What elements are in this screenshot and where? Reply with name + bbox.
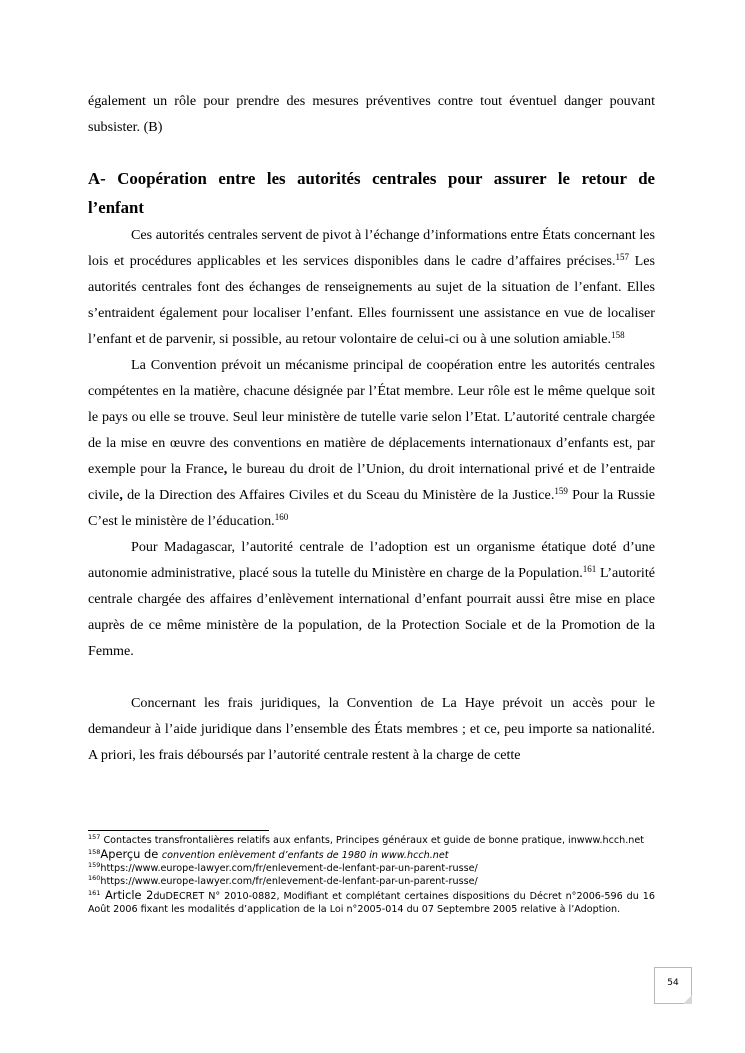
paragraph-1	[88, 222, 655, 352]
paragraph-4: Concernant les frais juridiques, la Convention de La Haye prévoit un accès pour le demandeur à l’aide juridique dans l’ensemble des États membres ; et ce, peu importe sa nationalité. A priori, les frais déboursés par l’autorité centrale restent à la charge de cette	[88, 695, 655, 763]
footnote-ref-157[interactable]: 157	[615, 252, 630, 262]
footnote-text: duDECRET N° 2010-0882, Modifiant et complétant certaines dispositions du Décret n°2006-596 du 16 Août 2006 fixant les modalités d’application de la Loi n°2005-014 du 07 Septembre 2005 relative à l’Adoption.	[88, 890, 656, 915]
footnote-number: 160	[88, 873, 101, 882]
footnote-ref-161[interactable]: 161	[582, 564, 597, 574]
footnote-number: 159	[88, 860, 101, 869]
paragraph-2-text-d: Pour la Russie C’est le ministère de l’éducation.	[88, 487, 655, 529]
footnote-158	[88, 848, 655, 863]
footnote-lead: Aperçu de	[100, 846, 162, 861]
footnote-number: 157	[88, 833, 101, 841]
paragraph-3	[88, 534, 655, 664]
paragraph-2-text-c: de la Direction des Affaires Civiles et du Sceau du Ministère de la Justice.	[122, 487, 555, 503]
footnote-link[interactable]: https://www.europe-lawyer.com/fr/enlevement-de-lenfant-par-un-parent-russe/	[100, 875, 478, 887]
paragraph-1-text-b: Les autorités centrales font des échanges de renseignements au sujet de la situation de l’enfant. Elles s’entraident également pour localiser l’enfant. Elles fournissent une assistance en vue de localiser l’enfant et de parvenir, si possible, au retour volontaire de celui-ci ou à une solution amiable.	[88, 253, 655, 347]
footnote-lead: Article 2	[100, 887, 154, 902]
paragraph-3-text-b: L’autorité centrale chargée des affaires d’enlèvement international d’enfant pourrait aussi être mise en place auprès de ce même ministère de la population, de la Protection Sociale et de la Promotion de la Femme.	[88, 565, 655, 659]
section-heading: A- Coopération entre les autorités centrales pour assurer le retour de l’enfant	[88, 169, 655, 217]
paragraph-2-text-b: le bureau du droit de l’Union, du droit international privé et de l’entraide civile	[88, 461, 655, 503]
paragraph-1-text-a: Ces autorités centrales servent de pivot à l’échange d’informations entre États concernant les lois et procédures applicables et les services disponibles dans le cadre d’affaires précises.	[88, 227, 655, 269]
paragraph-2: La Convention prévoit un mécanisme principal de coopération entre les autorités centrales compétentes en la matière, chacune désignée par l’État membre. Leur rôle est le même quelque soit le pays ou elle se trouve. Seul leur ministère de tutelle varie selon l’Etat. L’autorité centrale chargée de la mise en œuvre des conventions en matière de déplacements internationaux d’enfants est, par exemple pour la France, le bureau du droit de l’Union, du droit international privé et de l’entraide civile, de la Direction des Affaires Civiles et du Sceau du Ministère de la Justice.$^{159}$ Pour la Russie C’est le ministère de l’éducation.$^{160}$	[88, 357, 655, 529]
paragraph-2-text-a: La Convention prévoit un mécanisme principal de coopération entre les autorités centrales compétentes en la matière, chacune désignée par l’État membre. Leur rôle est le même quelque soit le pays ou elle se trouve. Seul leur ministère de tutelle varie selon l’Etat. L’autorité centrale chargée de la mise en œuvre des conventions en matière de déplacements internationaux d’enfants est, par exemple pour la France	[88, 357, 655, 477]
footnote-italic-text: convention enlèvement d’enfants de 1980 in www.hcch.net	[161, 849, 449, 861]
footnote-text: Contactes transfrontalières relatifs aux enfants, Principes généraux et guide de bonne pratique, inwww.hcch.net	[100, 835, 644, 846]
page-number: 54	[654, 967, 692, 1004]
footnote-ref-159[interactable]: 159	[554, 486, 568, 496]
paragraph-3-text-a: Pour Madagascar, l’autorité centrale de l’adoption est un organisme étatique doté d’une autonomie administrative, placé sous la tutelle du Ministère en charge de la Population.	[88, 539, 655, 581]
footnote-link[interactable]: https://www.europe-lawyer.com/fr/enlevement-de-lenfant-par-un-parent-russe/	[100, 862, 478, 874]
intro-paragraph: également un rôle pour prendre des mesures préventives contre tout éventuel danger pouvant subsister. (B)	[88, 93, 655, 135]
footnote-ref-158[interactable]: 158	[611, 330, 625, 340]
footnote-160	[88, 873, 655, 889]
footnote-159	[88, 860, 655, 876]
footnote-number: 161	[88, 888, 101, 897]
footnotes	[88, 835, 655, 916]
footnote-number: 158	[88, 847, 101, 856]
footnote-157	[88, 835, 655, 848]
footnote-separator	[88, 830, 269, 831]
footnote-ref-160[interactable]: 160	[274, 512, 289, 522]
page-body	[88, 88, 655, 768]
footnote-161	[88, 889, 655, 917]
